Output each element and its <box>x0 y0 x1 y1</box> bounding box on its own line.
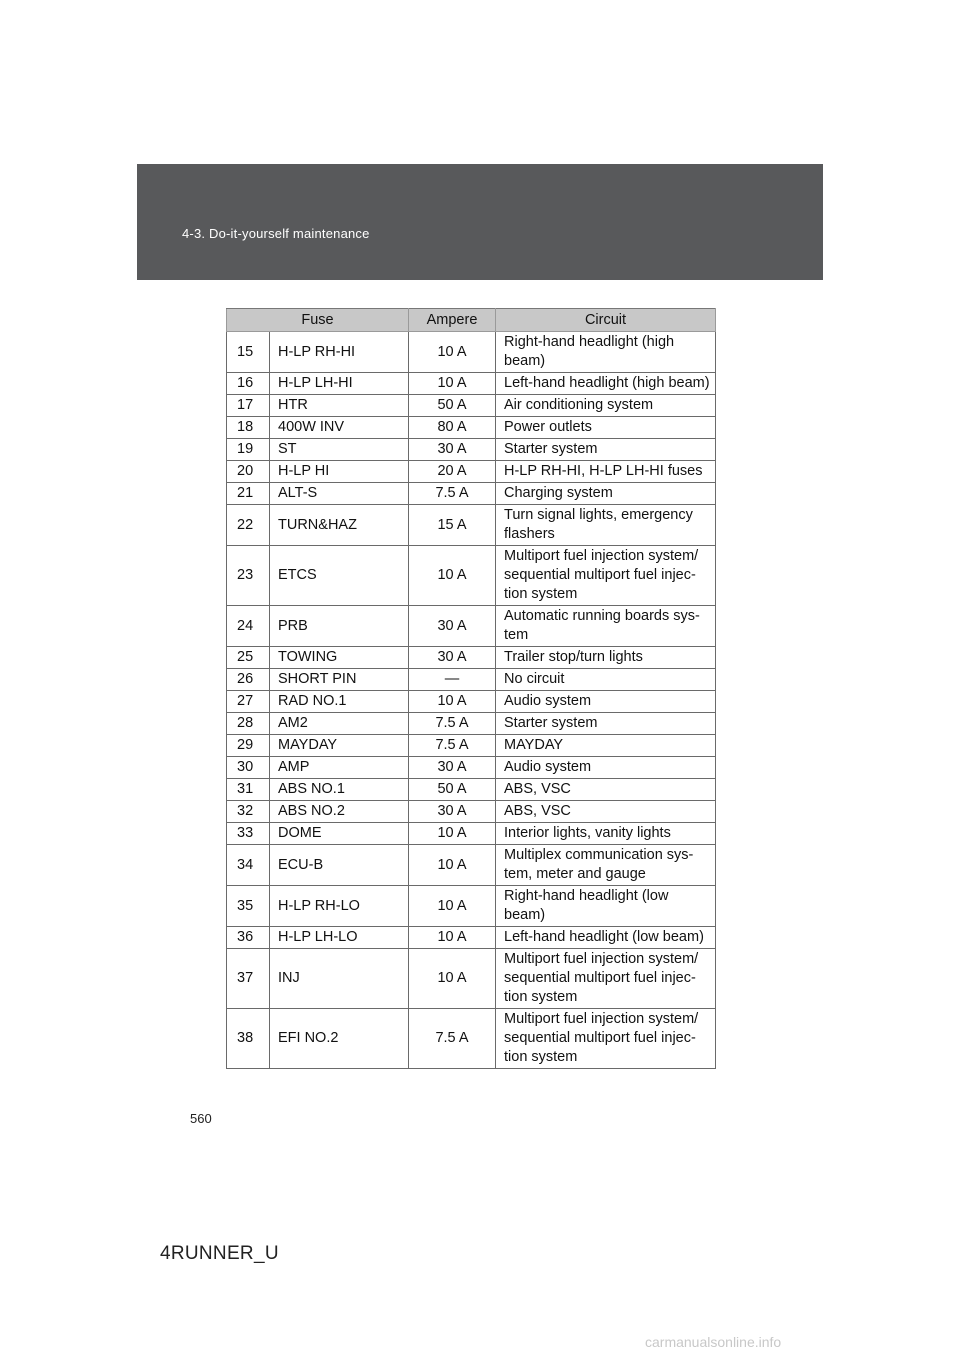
fuse-number: 15 <box>227 332 270 373</box>
fuse-ampere: 10 A <box>409 823 496 845</box>
watermark: carmanualsonline.info <box>645 1334 782 1350</box>
fuse-ampere: 7.5 A <box>409 713 496 735</box>
table-row <box>227 757 716 779</box>
fuse-ampere: 30 A <box>409 757 496 779</box>
header-band <box>137 164 823 280</box>
fuse-number: 22 <box>227 505 270 546</box>
fuse-circuit: Audio system <box>496 757 716 779</box>
fuse-name: DOME <box>270 823 409 845</box>
fuse-ampere: 10 A <box>409 886 496 927</box>
fuse-ampere: 7.5 A <box>409 483 496 505</box>
fuse-circuit: Trailer stop/turn lights <box>496 647 716 669</box>
fuse-circuit: ABS, VSC <box>496 801 716 823</box>
table-row <box>227 505 716 546</box>
fuse-name: ST <box>270 439 409 461</box>
fuse-circuit: MAYDAY <box>496 735 716 757</box>
fuse-name: ECU-B <box>270 845 409 886</box>
fuse-circuit: Multiport fuel injection system/ sequential multiport fuel injec- tion system <box>496 949 716 1009</box>
fuse-number: 18 <box>227 417 270 439</box>
column-header-ampere: Ampere <box>409 309 496 332</box>
fuse-ampere: 10 A <box>409 546 496 606</box>
fuse-number: 21 <box>227 483 270 505</box>
fuse-circuit: Multiplex communication sys- tem, meter and gauge <box>496 845 716 886</box>
fuse-name: H-LP LH-HI <box>270 373 409 395</box>
table-row <box>227 439 716 461</box>
fuse-ampere: 10 A <box>409 332 496 373</box>
table-row <box>227 691 716 713</box>
fuse-number: 32 <box>227 801 270 823</box>
fuse-circuit: Starter system <box>496 439 716 461</box>
table-row <box>227 886 716 927</box>
fuse-name: INJ <box>270 949 409 1009</box>
fuse-number: 38 <box>227 1009 270 1069</box>
table-row <box>227 417 716 439</box>
fuse-name: MAYDAY <box>270 735 409 757</box>
table-row <box>227 801 716 823</box>
fuse-ampere: 10 A <box>409 927 496 949</box>
table-row <box>227 373 716 395</box>
table-row <box>227 647 716 669</box>
fuse-ampere: 30 A <box>409 606 496 647</box>
fuse-number: 25 <box>227 647 270 669</box>
fuse-name: ETCS <box>270 546 409 606</box>
page-number: 560 <box>190 1111 212 1126</box>
fuse-number: 23 <box>227 546 270 606</box>
fuse-number: 28 <box>227 713 270 735</box>
doc-code: 4RUNNER_U <box>160 1243 279 1264</box>
fuse-ampere: 10 A <box>409 373 496 395</box>
fuse-circuit: Right-hand headlight (high beam) <box>496 332 716 373</box>
fuse-circuit: Right-hand headlight (low beam) <box>496 886 716 927</box>
column-header-fuse: Fuse <box>227 309 409 332</box>
fuse-ampere: 7.5 A <box>409 735 496 757</box>
fuse-ampere: 10 A <box>409 845 496 886</box>
fuse-name: AM2 <box>270 713 409 735</box>
fuse-name: SHORT PIN <box>270 669 409 691</box>
fuse-circuit: Left-hand headlight (low beam) <box>496 927 716 949</box>
fuse-ampere: 15 A <box>409 505 496 546</box>
fuse-circuit: No circuit <box>496 669 716 691</box>
fuse-name: TOWING <box>270 647 409 669</box>
fuse-circuit: Charging system <box>496 483 716 505</box>
fuse-circuit: Multiport fuel injection system/ sequential multiport fuel injec- tion system <box>496 1009 716 1069</box>
fuse-ampere: 30 A <box>409 801 496 823</box>
table-row <box>227 483 716 505</box>
fuse-number: 37 <box>227 949 270 1009</box>
fuse-name: PRB <box>270 606 409 647</box>
table-row <box>227 332 716 373</box>
fuse-name: H-LP RH-HI <box>270 332 409 373</box>
table-row <box>227 713 716 735</box>
table-row <box>227 606 716 647</box>
fuse-number: 20 <box>227 461 270 483</box>
table-row <box>227 779 716 801</box>
fuse-name: ABS NO.2 <box>270 801 409 823</box>
section-title: 4-3. Do-it-yourself maintenance <box>182 226 370 241</box>
fuse-number: 36 <box>227 927 270 949</box>
fuse-ampere: 10 A <box>409 691 496 713</box>
table-row <box>227 1009 716 1069</box>
fuse-name: 400W INV <box>270 417 409 439</box>
table-row <box>227 395 716 417</box>
fuse-circuit: Interior lights, vanity lights <box>496 823 716 845</box>
table-row <box>227 461 716 483</box>
fuse-name: ALT-S <box>270 483 409 505</box>
fuse-circuit: H-LP RH-HI, H-LP LH-HI fuses <box>496 461 716 483</box>
fuse-ampere: 7.5 A <box>409 1009 496 1069</box>
fuse-number: 33 <box>227 823 270 845</box>
fuse-table-body <box>227 332 716 1069</box>
table-header-row <box>227 309 716 332</box>
fuse-circuit: Multiport fuel injection system/ sequential multiport fuel injec- tion system <box>496 546 716 606</box>
fuse-number: 35 <box>227 886 270 927</box>
fuse-circuit: Starter system <box>496 713 716 735</box>
fuse-ampere: 10 A <box>409 949 496 1009</box>
table-row <box>227 735 716 757</box>
fuse-name: H-LP LH-LO <box>270 927 409 949</box>
fuse-circuit: Audio system <box>496 691 716 713</box>
fuse-name: HTR <box>270 395 409 417</box>
fuse-name: AMP <box>270 757 409 779</box>
fuse-ampere: 30 A <box>409 439 496 461</box>
fuse-circuit: Turn signal lights, emergency flashers <box>496 505 716 546</box>
table-row <box>227 823 716 845</box>
table-row <box>227 949 716 1009</box>
fuse-ampere: — <box>409 669 496 691</box>
fuse-number: 29 <box>227 735 270 757</box>
fuse-ampere: 20 A <box>409 461 496 483</box>
fuse-number: 17 <box>227 395 270 417</box>
fuse-number: 19 <box>227 439 270 461</box>
fuse-circuit: ABS, VSC <box>496 779 716 801</box>
column-header-circuit: Circuit <box>496 309 716 332</box>
fuse-ampere: 50 A <box>409 395 496 417</box>
fuse-name: H-LP RH-LO <box>270 886 409 927</box>
fuse-circuit: Automatic running boards sys- tem <box>496 606 716 647</box>
table-row <box>227 669 716 691</box>
table-row <box>227 845 716 886</box>
fuse-number: 31 <box>227 779 270 801</box>
fuse-name: EFI NO.2 <box>270 1009 409 1069</box>
fuse-ampere: 30 A <box>409 647 496 669</box>
fuse-name: ABS NO.1 <box>270 779 409 801</box>
fuse-circuit: Left-hand headlight (high beam) <box>496 373 716 395</box>
fuse-name: RAD NO.1 <box>270 691 409 713</box>
fuse-ampere: 80 A <box>409 417 496 439</box>
fuse-number: 26 <box>227 669 270 691</box>
fuse-table <box>226 308 716 1069</box>
fuse-circuit: Power outlets <box>496 417 716 439</box>
fuse-number: 24 <box>227 606 270 647</box>
fuse-number: 16 <box>227 373 270 395</box>
fuse-number: 30 <box>227 757 270 779</box>
fuse-name: H-LP HI <box>270 461 409 483</box>
table-row <box>227 927 716 949</box>
fuse-name: TURN&HAZ <box>270 505 409 546</box>
fuse-number: 27 <box>227 691 270 713</box>
fuse-ampere: 50 A <box>409 779 496 801</box>
table-row <box>227 546 716 606</box>
fuse-circuit: Air conditioning system <box>496 395 716 417</box>
fuse-number: 34 <box>227 845 270 886</box>
